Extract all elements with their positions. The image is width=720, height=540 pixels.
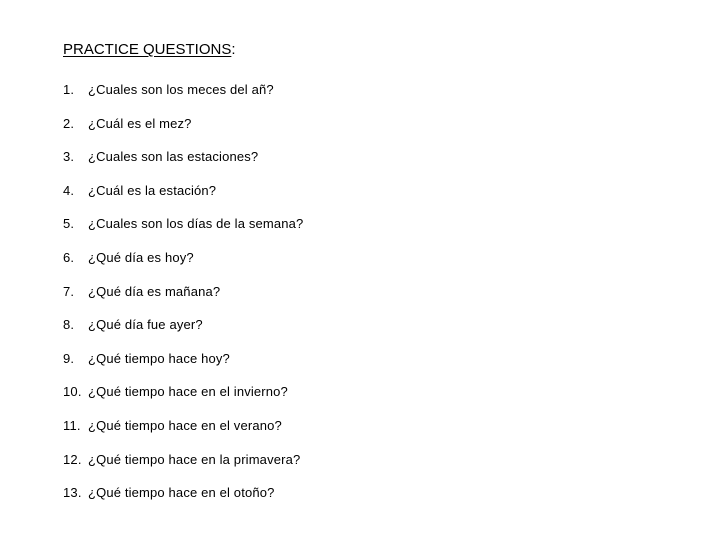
question-text: ¿Qué día es hoy? — [88, 249, 194, 265]
question-number: 7. — [63, 283, 75, 299]
question-text: ¿Qué tiempo hace en el verano? — [88, 417, 282, 433]
question-number: 4. — [63, 182, 75, 198]
question-text: ¿Cuál es la estación? — [88, 182, 217, 198]
question-number: 12. — [63, 451, 82, 467]
question-text: ¿Cuál es el mez? — [88, 115, 192, 131]
question-text: ¿Qué tiempo hace en el otoño? — [88, 485, 275, 501]
question-number: 3. — [63, 149, 75, 165]
question-text: ¿Qué tiempo hace en la primavera? — [88, 451, 301, 467]
question-number: 9. — [63, 350, 75, 366]
question-number: 10. — [63, 384, 82, 400]
page-title-text: PRACTICE QUESTIONS — [63, 41, 232, 58]
question-number: 13. — [63, 485, 82, 501]
question-number: 5. — [63, 216, 75, 232]
question-number: 1. — [63, 82, 75, 97]
question-text: ¿Cuales son los días de la semana? — [88, 216, 304, 232]
question-number: 11. — [63, 417, 81, 433]
question-text: ¿Qué día es mañana? — [88, 283, 221, 299]
question-number: 2. — [63, 115, 75, 131]
page-title — [63, 41, 236, 59]
question-text: ¿Qué tiempo hace hoy? — [88, 350, 230, 366]
question-number: 6. — [63, 249, 75, 265]
question-text: ¿Qué tiempo hace en el invierno? — [88, 384, 288, 400]
page-title-colon: : — [231, 41, 236, 58]
question-text: ¿Cuales son los meces del añ? — [88, 82, 274, 97]
question-text: ¿Cuales son las estaciones? — [88, 149, 259, 165]
question-text: ¿Qué día fue ayer? — [88, 317, 203, 333]
question-number: 8. — [63, 317, 75, 333]
